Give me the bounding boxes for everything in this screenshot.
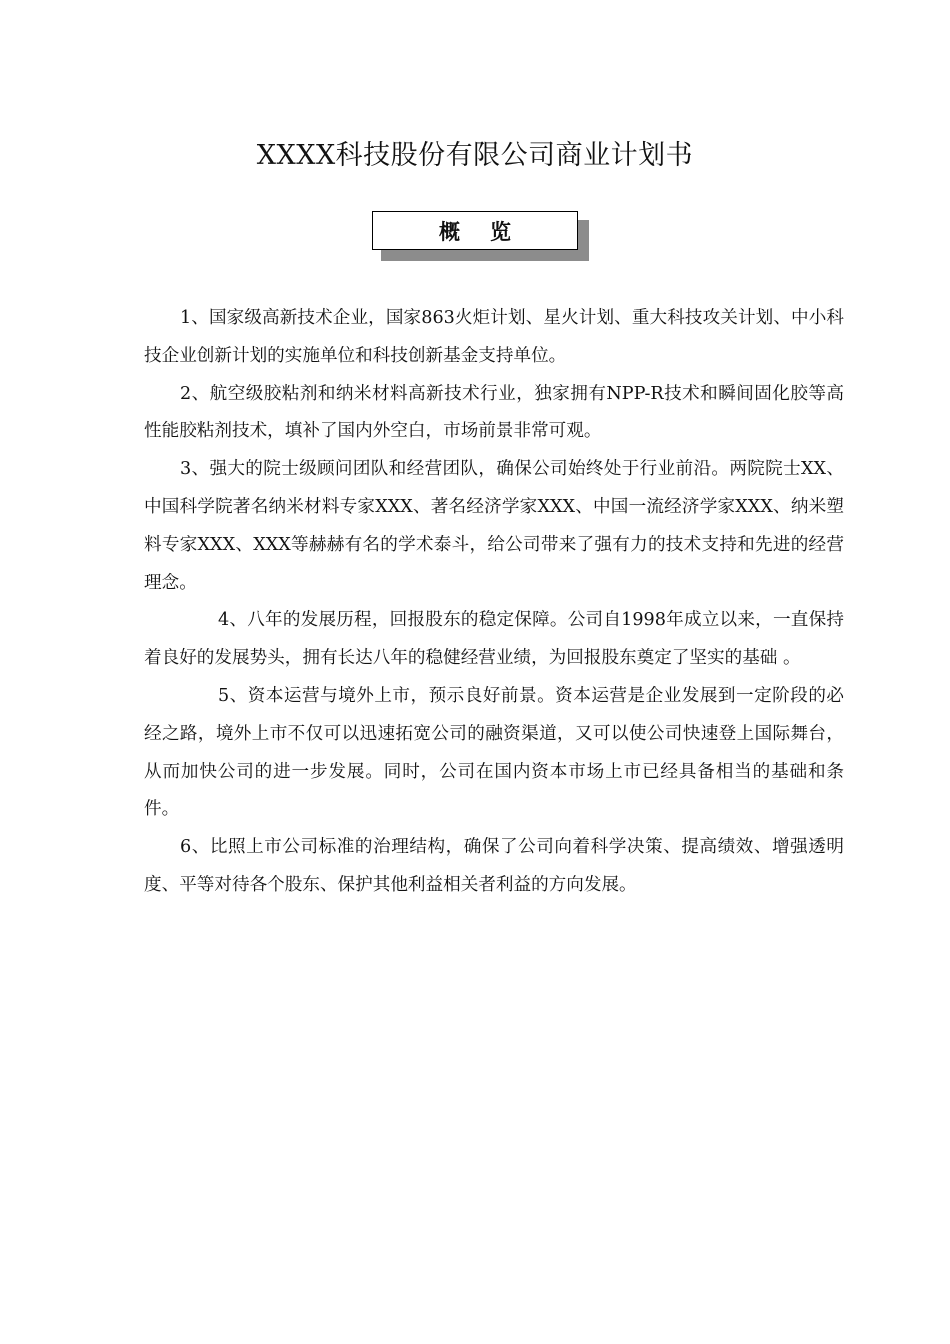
paragraph-5: 5、资本运营与境外上市，预示良好前景。资本运营是企业发展到一定阶段的必经之路，境外上市不仅可以迅速拓宽公司的融资渠道，又可以使公司快速登上国际舞台，从而加快公司的进一步发展。同时，公司在国内资本市场上市已经具备相当的基础和条件。	[144, 685, 844, 820]
section-heading: 概览	[372, 211, 578, 250]
paragraph-4: 4、八年的发展历程，回报股东的稳定保障。公司自1998年成立以来，一直保持着良好的发展势头，拥有长达八年的稳健经营业绩，为回报股东奠定了坚实的基础 。	[144, 610, 844, 669]
document-body	[144, 300, 844, 905]
paragraph-1: 1、国家级高新技术企业，国家863火炬计划、星火计划、重大科技攻关计划、中小科技企业创新计划的实施单位和科技创新基金支持单位。	[144, 308, 844, 366]
document-title: XXXX科技股份有限公司商业计划书	[256, 140, 694, 171]
section-heading-box	[372, 211, 580, 252]
paragraph-6: 6、比照上市公司标准的治理结构，确保了公司向着科学决策、提高绩效、增强透明度、平等对待各个股东、保护其他利益相关者利益的方向发展。	[144, 837, 844, 895]
paragraph-3: 3、强大的院士级顾问团队和经营团队，确保公司始终处于行业前沿。两院院士XX、中国科学院著名纳米材料专家XXX、著名经济学家XXX、中国一流经济学家XXX、纳米塑料专家XXX、XXX等赫赫有名的学术泰斗，给公司带来了强有力的技术支持和先进的经营理念。	[144, 459, 844, 593]
paragraph-2: 2、航空级胶粘剂和纳米材料高新技术行业，独家拥有NPP-R技术和瞬间固化胶等高性能胶粘剂技术，填补了国内外空白，市场前景非常可观。	[144, 383, 844, 442]
